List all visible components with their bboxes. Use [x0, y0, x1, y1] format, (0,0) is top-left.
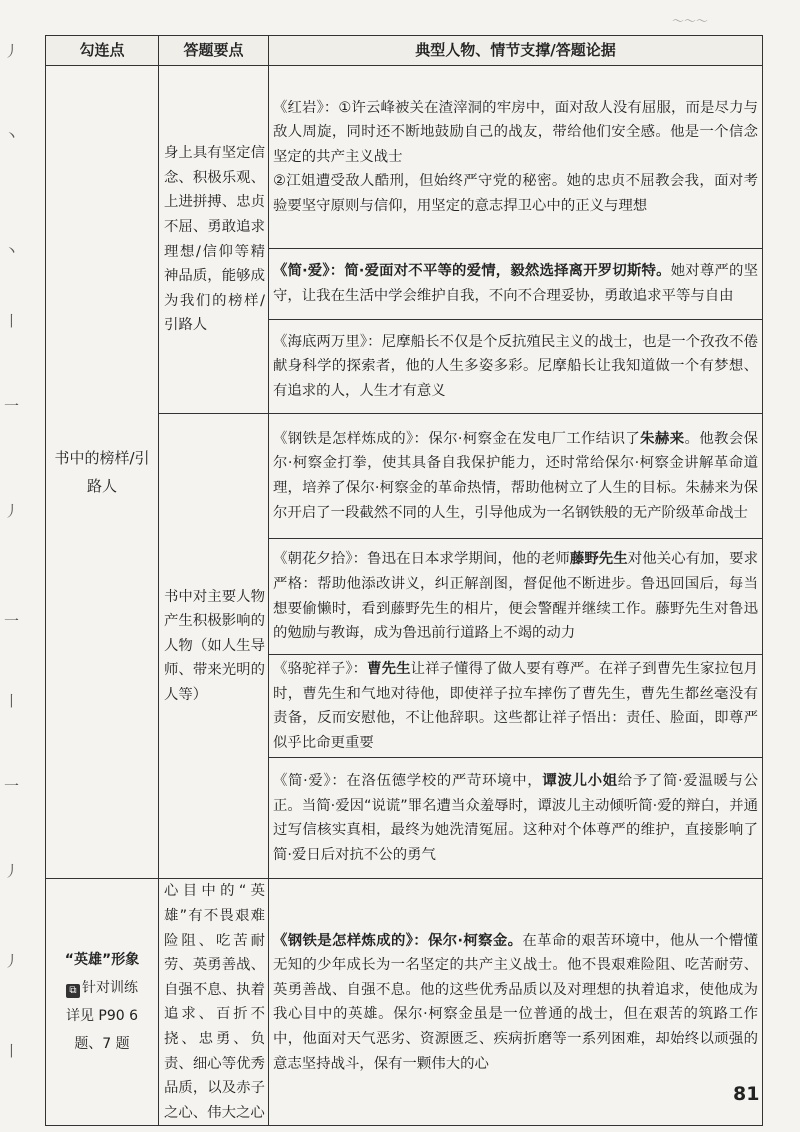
header-answer-point: 答题要点: [159, 36, 269, 66]
evidence-dawn-blossoms: 《朝花夕拾》：鲁迅在日本求学期间，他的老师藤野先生对他关心有加，要求严格：帮助他添改讲义，纠正解剖图，督促他不断进步。鲁迅回国后，每当想要偷懒时，看到藤野先生的相片，便会警醒并继续工作。藤野先生对鲁迅的勉励与教诲，成为鲁迅前行道路上不竭的动力: [269, 539, 763, 655]
page-number: 81: [733, 1083, 760, 1105]
link-point-hero: “英雄”形象 ⧉ 针对训练 详见 P90 6 题、7 题: [46, 879, 159, 1126]
evidence-hongyan: 《红岩》：①许云峰被关在渣滓洞的牢房中，面对敌人没有屈服，而是尽力与敌人周旋，同时还不断地鼓励自己的战友，带给他们安全感。他是一个信念坚定的共产主义战士 ②江姐遭受敌人酷刑，但始终严守党的秘密。她的忠贞不屈教会我，面对考验要坚守原则与信仰，用坚定的意志捍卫心中的正义与理想: [269, 66, 763, 249]
reading-points-table: [45, 35, 763, 1126]
header-evidence: 典型人物、情节支撑/答题论据: [269, 36, 763, 66]
header-row: [46, 36, 763, 66]
practice-icon: ⧉: [66, 984, 80, 998]
evidence-jane-eyre-2: 《简·爱》：在洛伍德学校的严苛环境中，谭波儿小姐给予了简·爱温暖与公正。当简·爱因“说谎”罪名遭当众羞辱时，谭波儿主动倾听简·爱的辩白，并通过写信核实真相，最终为她洗清冤屈。这种对个体尊严的维护，直接影响了简·爱日后对抗不公的勇气: [269, 758, 763, 879]
evidence-twenty-thousand-leagues: 《海底两万里》：尼摩船长不仅是个反抗殖民主义的战士，也是一个孜孜不倦献身科学的探索者，他的人生多姿多彩。尼摩船长让我知道做一个有梦想、有追求的人，人生才有意义: [269, 320, 763, 414]
evidence-hero-steel: 《钢铁是怎样炼成的》：保尔·柯察金。在革命的艰苦环境中，他从一个懵懂无知的少年成长为一名坚定的共产主义战士。他不畏艰难险阻、吃苦耐劳、英勇善战、自强不息。他的这些优秀品质以及对理想的执着追求，使他成为我心目中的英雄。保尔·柯察金虽是一位普通的战士，但在艰苦的筑路工作中，他面对天气恶劣、资源匮乏、疾病折磨等一系列困难，却始终以顽强的意志坚持战斗，保有一颗伟大的心: [269, 879, 763, 1126]
answer-point-hero: 心目中的“英雄”有不畏艰难险阻、吃苦耐劳、英勇善战、自强不息、执着追求、百折不挠、忠勇、负责、细心等优秀品质，以及赤子之心、伟大之心: [159, 879, 269, 1126]
table-row: [46, 66, 763, 249]
evidence-steel: 《钢铁是怎样炼成的》：保尔·柯察金在发电厂工作结识了朱赫来。他教会保尔·柯察金打拳，使其具备自我保护能力，还时常给保尔·柯察金讲解革命道理，培养了保尔·柯察金的革命热情，帮助他树立了人生的目标。朱赫来为保尔开启了一段截然不同的人生，引导他成为一名钢铁般的无产阶级革命战士: [269, 414, 763, 539]
margin-handwriting: 丿 丶 丶 丨 一 丿 一 丨 一 丿 丿 丨: [4, 42, 20, 1060]
link-point-role-model: 书中的榜样/引路人: [46, 66, 159, 879]
answer-point-spirit: 身上具有坚定信念、积极乐观、上进拼搏、忠贞不屈、勇敢追求理想/信仰等精神品质，能够成为我们的榜样/引路人: [159, 66, 269, 414]
answer-point-mentor: 书中对主要人物产生积极影响的人物（如人生导师、带来光明的人等）: [159, 414, 269, 879]
evidence-jane-eyre-1: 《简·爱》：简·爱面对不平等的爱情，毅然选择离开罗切斯特。她对尊严的坚守，让我在生活中学会维护自我，不向不合理妥协，勇敢追求平等与自由: [269, 249, 763, 320]
table-row: [46, 879, 763, 1126]
evidence-camel-xiangzi: 《骆驼祥子》：曹先生让祥子懂得了做人要有尊严。在祥子到曹先生家拉包月时，曹先生和气地对待他，即使祥子拉车摔伤了曹先生，曹先生都丝毫没有责备，反而安慰他，不让他辞职。这些都让祥子悟出：责任、脸面，即尊严似乎比命更重要: [269, 655, 763, 758]
header-link-point: 勾连点: [46, 36, 159, 66]
top-scrawl: ～～～: [672, 14, 709, 28]
